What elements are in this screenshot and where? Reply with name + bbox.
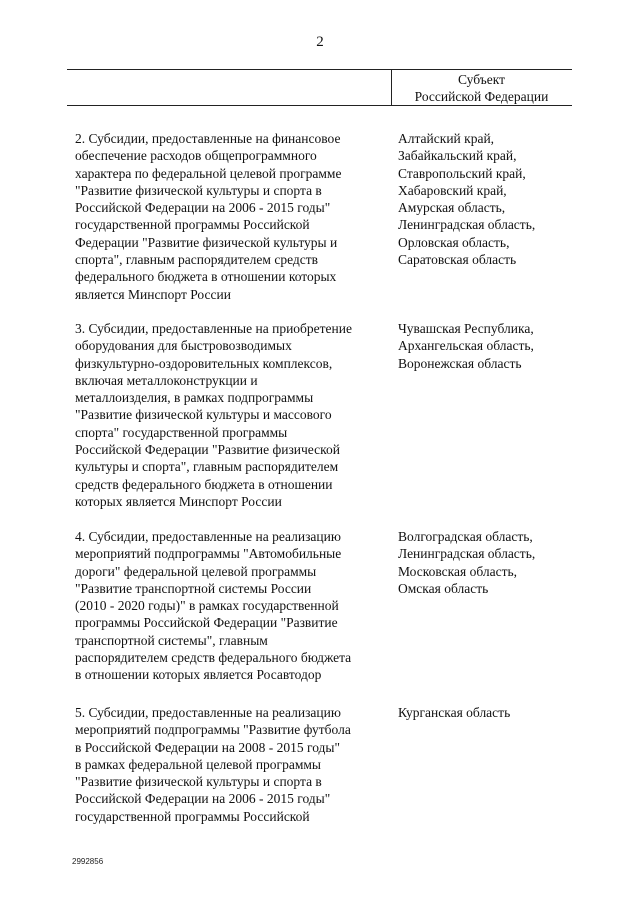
page-number: 2 — [316, 34, 324, 50]
subsidy-description: 2. Субсидии, предоставленные на финансовое обеспечение расходов общепрограммного характера по федеральной целевой программе "Развитие физической культуры и спорта в Российской Федерации на 2006 - 2015 годы" государственной программы Российской Федерации "Развитие физической культуры и спорта", главным распорядителем средств федерального бюджета в отношении которых является Минспорт России — [75, 131, 342, 302]
document-code: 2992856 — [72, 857, 104, 866]
subsidy-description: 4. Субсидии, предоставленные на реализацию мероприятий подпрограммы "Автомобильные дороги" федеральной целевой программы "Развитие транспортной системы России (2010 - 2020 годы)" в рамках государственной программы Российской Федерации "Развитие транспортной системы", главным распорядителем средств федерального бюджета в отношении которых является Росавтодор — [75, 529, 352, 683]
table-top-rule — [67, 69, 572, 70]
column-header-line2: Российской Федерации — [414, 89, 549, 104]
subsidy-description: 3. Субсидии, предоставленные на приобретение оборудования для быстровозводимых физкультурно-оздоровительных комплексов, включая металлоконструкции и металлоизделия, в рамках подпрограммы "Развитие физической культуры и массового спорта" государственной программы Российской Федерации "Развитие физической культуры и спорта", главным распорядителем средств федерального бюджета в отношении которых является Минспорт России — [75, 321, 352, 509]
column-header-line1: Субъект — [457, 72, 506, 87]
region-list: Курганская область — [398, 705, 511, 720]
subsidy-description: 5. Субсидии, предоставленные на реализацию мероприятий подпрограммы "Развитие футбола в Российской Федерации на 2008 - 2015 годы" в рамках федеральной целевой программы "Развитие физической культуры и спорта в Российской Федерации на 2006 - 2015 годы" государственной программы Российской — [75, 705, 351, 824]
column-header-subject — [391, 71, 572, 105]
region-list: Волгоградская область, Ленинградская область, Московская область, Омская область — [398, 529, 536, 596]
table-header-bottom-rule — [67, 105, 572, 106]
region-list: Чувашская Республика, Архангельская область, Воронежская область — [398, 321, 534, 371]
region-list: Алтайский край, Забайкальский край, Ставропольский край, Хабаровский край, Амурская область, Ленинградская область, Орловская область, Саратовская область — [398, 131, 536, 268]
